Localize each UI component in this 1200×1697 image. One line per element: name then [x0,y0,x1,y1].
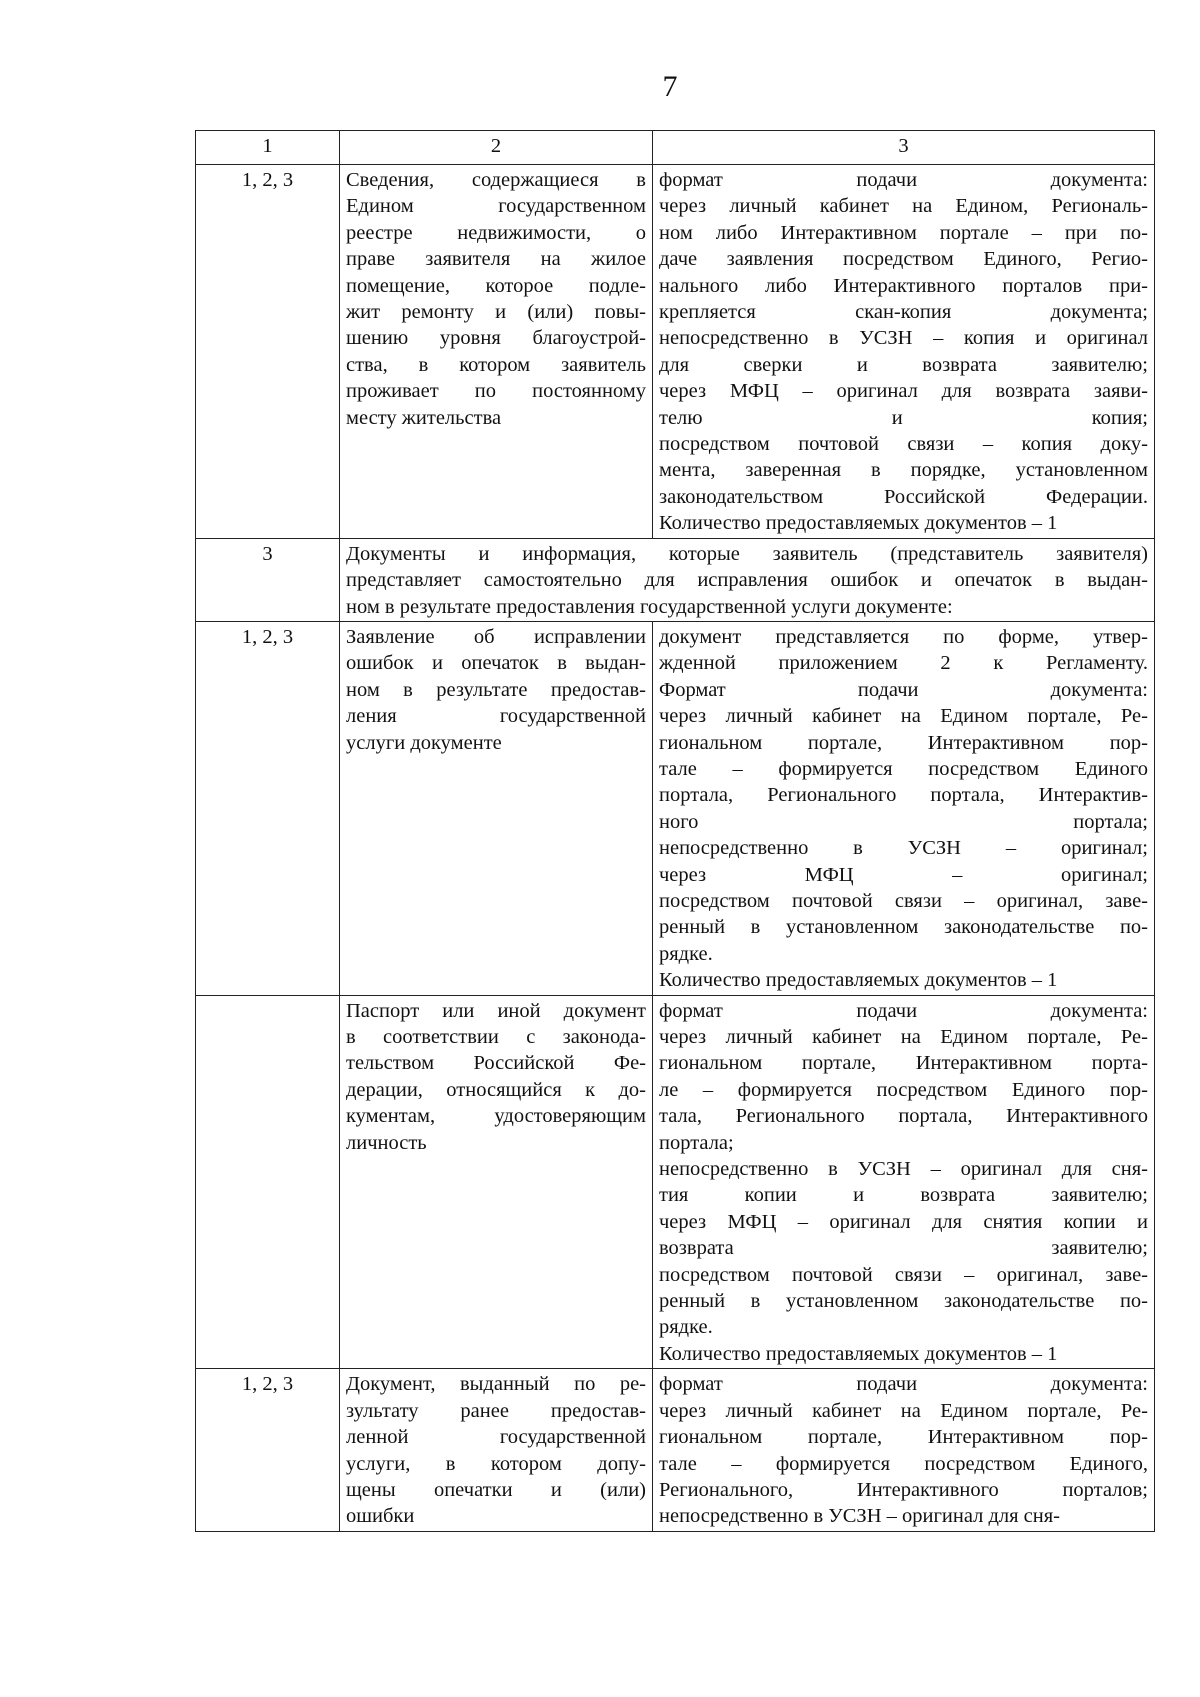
table-row [196,621,1155,995]
table-row [196,995,1155,1369]
submission-format-cell-line: Количество предоставляемых документов – 1 [659,969,1058,992]
submission-format-cell-line: непосредственно в УСЗН – оригинал для сня- [659,1505,1061,1528]
table-row [196,1369,1155,1531]
document-name-cell-line: дерации, относящийся к до- [346,1078,646,1101]
document-name-cell-line: зультату ранее предостав- [346,1399,646,1422]
submission-format-cell-line: через личный кабинет на Едином портале, Ре- [659,1026,1148,1048]
submission-format-cell-line: документ представляется по форме, утвер- [659,625,1148,648]
document-name-cell [340,621,653,995]
document-name-cell-line: месту жительства [346,406,502,429]
submission-format-cell-line: крепляется скан-копия документа; [659,301,1148,324]
submission-format-cell-line: мента, заверенная в порядке, установленном [659,459,1148,482]
document-name-cell-line: помещение, которое подле- [346,274,646,297]
document-name-cell-line: тельством Российской Фе- [346,1052,646,1075]
submission-format-cell-line: тия копии и возврата заявителю; [659,1184,1148,1207]
row-number-cell: 1, 2, 3 [196,621,340,995]
submission-format-cell-line: законодательством Российской Федерации. [659,485,1148,508]
submission-format-cell-line: гиональном портале, Интерактивном пор- [659,731,1148,754]
document-name-cell-line: ления государственной [346,705,646,728]
submission-format-cell-line: ного портала; [659,810,1148,833]
submission-format-cell-line: ле – формируется посредством Единого пор- [659,1078,1148,1101]
submission-format-cell-line: тале – формируется посредством Единого, [659,1452,1148,1475]
submission-format-cell-line: для сверки и возврата заявителю; [659,353,1148,376]
document-name-cell-line: Паспорт или иной документ [346,999,646,1022]
submission-format-cell-line: ном либо Интерактивном портале – при по- [659,221,1148,244]
submission-format-cell-line: Количество предоставляемых документов – 1 [659,1342,1058,1365]
table-header-row [196,131,1155,165]
submission-format-cell-line: непосредственно в УСЗН – копия и оригинал [659,327,1148,350]
submission-format-cell-line: через МФЦ – оригинал для возврата заяви- [659,380,1148,403]
submission-format-cell-line: нального либо Интерактивного порталов при- [659,274,1148,297]
document-name-cell-line: Сведения, содержащиеся в [346,169,646,191]
submission-format-cell-line: через личный кабинет на Едином, Региональ- [659,195,1148,218]
document-name-cell-line: ошибок и опечаток в выдан- [346,652,646,675]
row-number-cell: 1, 2, 3 [196,165,340,539]
submission-format-cell-line: телю и копия; [659,406,1148,429]
submission-format-cell-line: ренный в установленном законодательстве по- [659,1290,1148,1313]
submission-format-cell-line: формат подачи документа: [659,169,1148,191]
document-name-cell-line: праве заявителя на жилое [346,248,646,271]
header-col-2: 2 [340,131,653,165]
requirements-table [195,130,1155,1532]
section-heading-cell-line: Документы и информация, которые заявитель (представитель заявителя) [346,542,1148,565]
section-heading-cell-line: ном в результате предоставления государственной услуги документе: [346,595,953,618]
document-name-cell-line: ном в результате предостав- [346,678,646,701]
document-name-cell-line: реестре недвижимости, о [346,221,646,244]
submission-format-cell-line: ренный в установленном законодательстве по- [659,916,1148,939]
submission-format-cell-line: формат подачи документа: [659,1373,1148,1396]
document-name-cell-line: в соответствии с законода- [346,1026,646,1048]
document-name-cell-line: шению уровня благоустрой- [346,327,646,350]
submission-format-cell-line: тала, Регионального портала, Интерактивного [659,1105,1148,1128]
row-number-cell: 3 [196,538,340,621]
header-col-3: 3 [653,131,1155,165]
document-name-cell-line: ства, в котором заявитель [346,353,646,376]
submission-format-cell [653,621,1155,995]
submission-format-cell-line: через личный кабинет на Едином портале, Ре- [659,1399,1148,1422]
document-name-cell-line: услуги документе [346,731,502,754]
document-name-cell-line: кументам, удостоверяющим [346,1105,646,1128]
submission-format-cell-line: через МФЦ – оригинал; [659,863,1148,886]
document-name-cell-line: Документ, выданный по ре- [346,1373,646,1396]
document-name-cell [340,165,653,539]
submission-format-cell-line: портала; [659,1131,734,1154]
submission-format-cell [653,1369,1155,1531]
table-row [196,538,1155,621]
row-number-cell [196,995,340,1369]
submission-format-cell-line: Формат подачи документа: [659,678,1148,701]
submission-format-cell-line: посредством почтовой связи – оригинал, заве- [659,1263,1148,1286]
submission-format-cell-line: гиональном портале, Интерактивном порта- [659,1052,1148,1075]
document-name-cell-line: ошибки [346,1505,415,1528]
submission-format-cell-line: через личный кабинет на Едином портале, Ре- [659,705,1148,728]
document-name-cell-line: Едином государственном [346,195,646,218]
submission-format-cell-line: жденной приложением 2 к Регламенту. [659,652,1148,675]
document-name-cell-line: ленной государственной [346,1426,646,1449]
submission-format-cell-line: посредством почтовой связи – копия доку- [659,433,1148,456]
submission-format-cell [653,165,1155,539]
submission-format-cell-line: возврата заявителю; [659,1237,1148,1260]
submission-format-cell-line: даче заявления посредством Единого, Регио- [659,248,1148,271]
document-name-cell-line: Заявление об исправлении [346,625,646,648]
submission-format-cell-line: портала, Регионального портала, Интерактив- [659,784,1148,807]
document-name-cell-line: личность [346,1131,427,1154]
document-name-cell-line: жит ремонту и (или) повы- [346,301,646,324]
submission-format-cell-line: рядке. [659,1316,713,1339]
submission-format-cell-line: гиональном портале, Интерактивном пор- [659,1426,1148,1449]
section-heading-cell-line: представляет самостоятельно для исправления ошибок и опечаток в выдан- [346,569,1148,592]
submission-format-cell-line: непосредственно в УСЗН – оригинал для сня- [659,1158,1148,1181]
submission-format-cell [653,995,1155,1369]
table-row [196,165,1155,539]
document-name-cell [340,1369,653,1531]
submission-format-cell-line: формат подачи документа: [659,999,1148,1022]
submission-format-cell-line: рядке. [659,942,713,965]
submission-format-cell-line: посредством почтовой связи – оригинал, заве- [659,889,1148,912]
page-number: 7 [662,70,678,103]
document-name-cell-line: услуги, в котором допу- [346,1452,646,1475]
submission-format-cell-line: Количество предоставляемых документов – 1 [659,512,1058,535]
submission-format-cell-line: Регионального, Интерактивного порталов; [659,1478,1148,1501]
document-name-cell [340,995,653,1369]
header-col-1: 1 [196,131,340,165]
submission-format-cell-line: непосредственно в УСЗН – оригинал; [659,837,1148,860]
section-heading-cell [340,538,1155,621]
document-name-cell-line: проживает по постоянному [346,380,646,403]
submission-format-cell-line: через МФЦ – оригинал для снятия копии и [659,1210,1148,1233]
document-name-cell-line: щены опечатки и (или) [346,1478,646,1501]
row-number-cell: 1, 2, 3 [196,1369,340,1531]
submission-format-cell-line: тале – формируется посредством Единого [659,757,1148,780]
